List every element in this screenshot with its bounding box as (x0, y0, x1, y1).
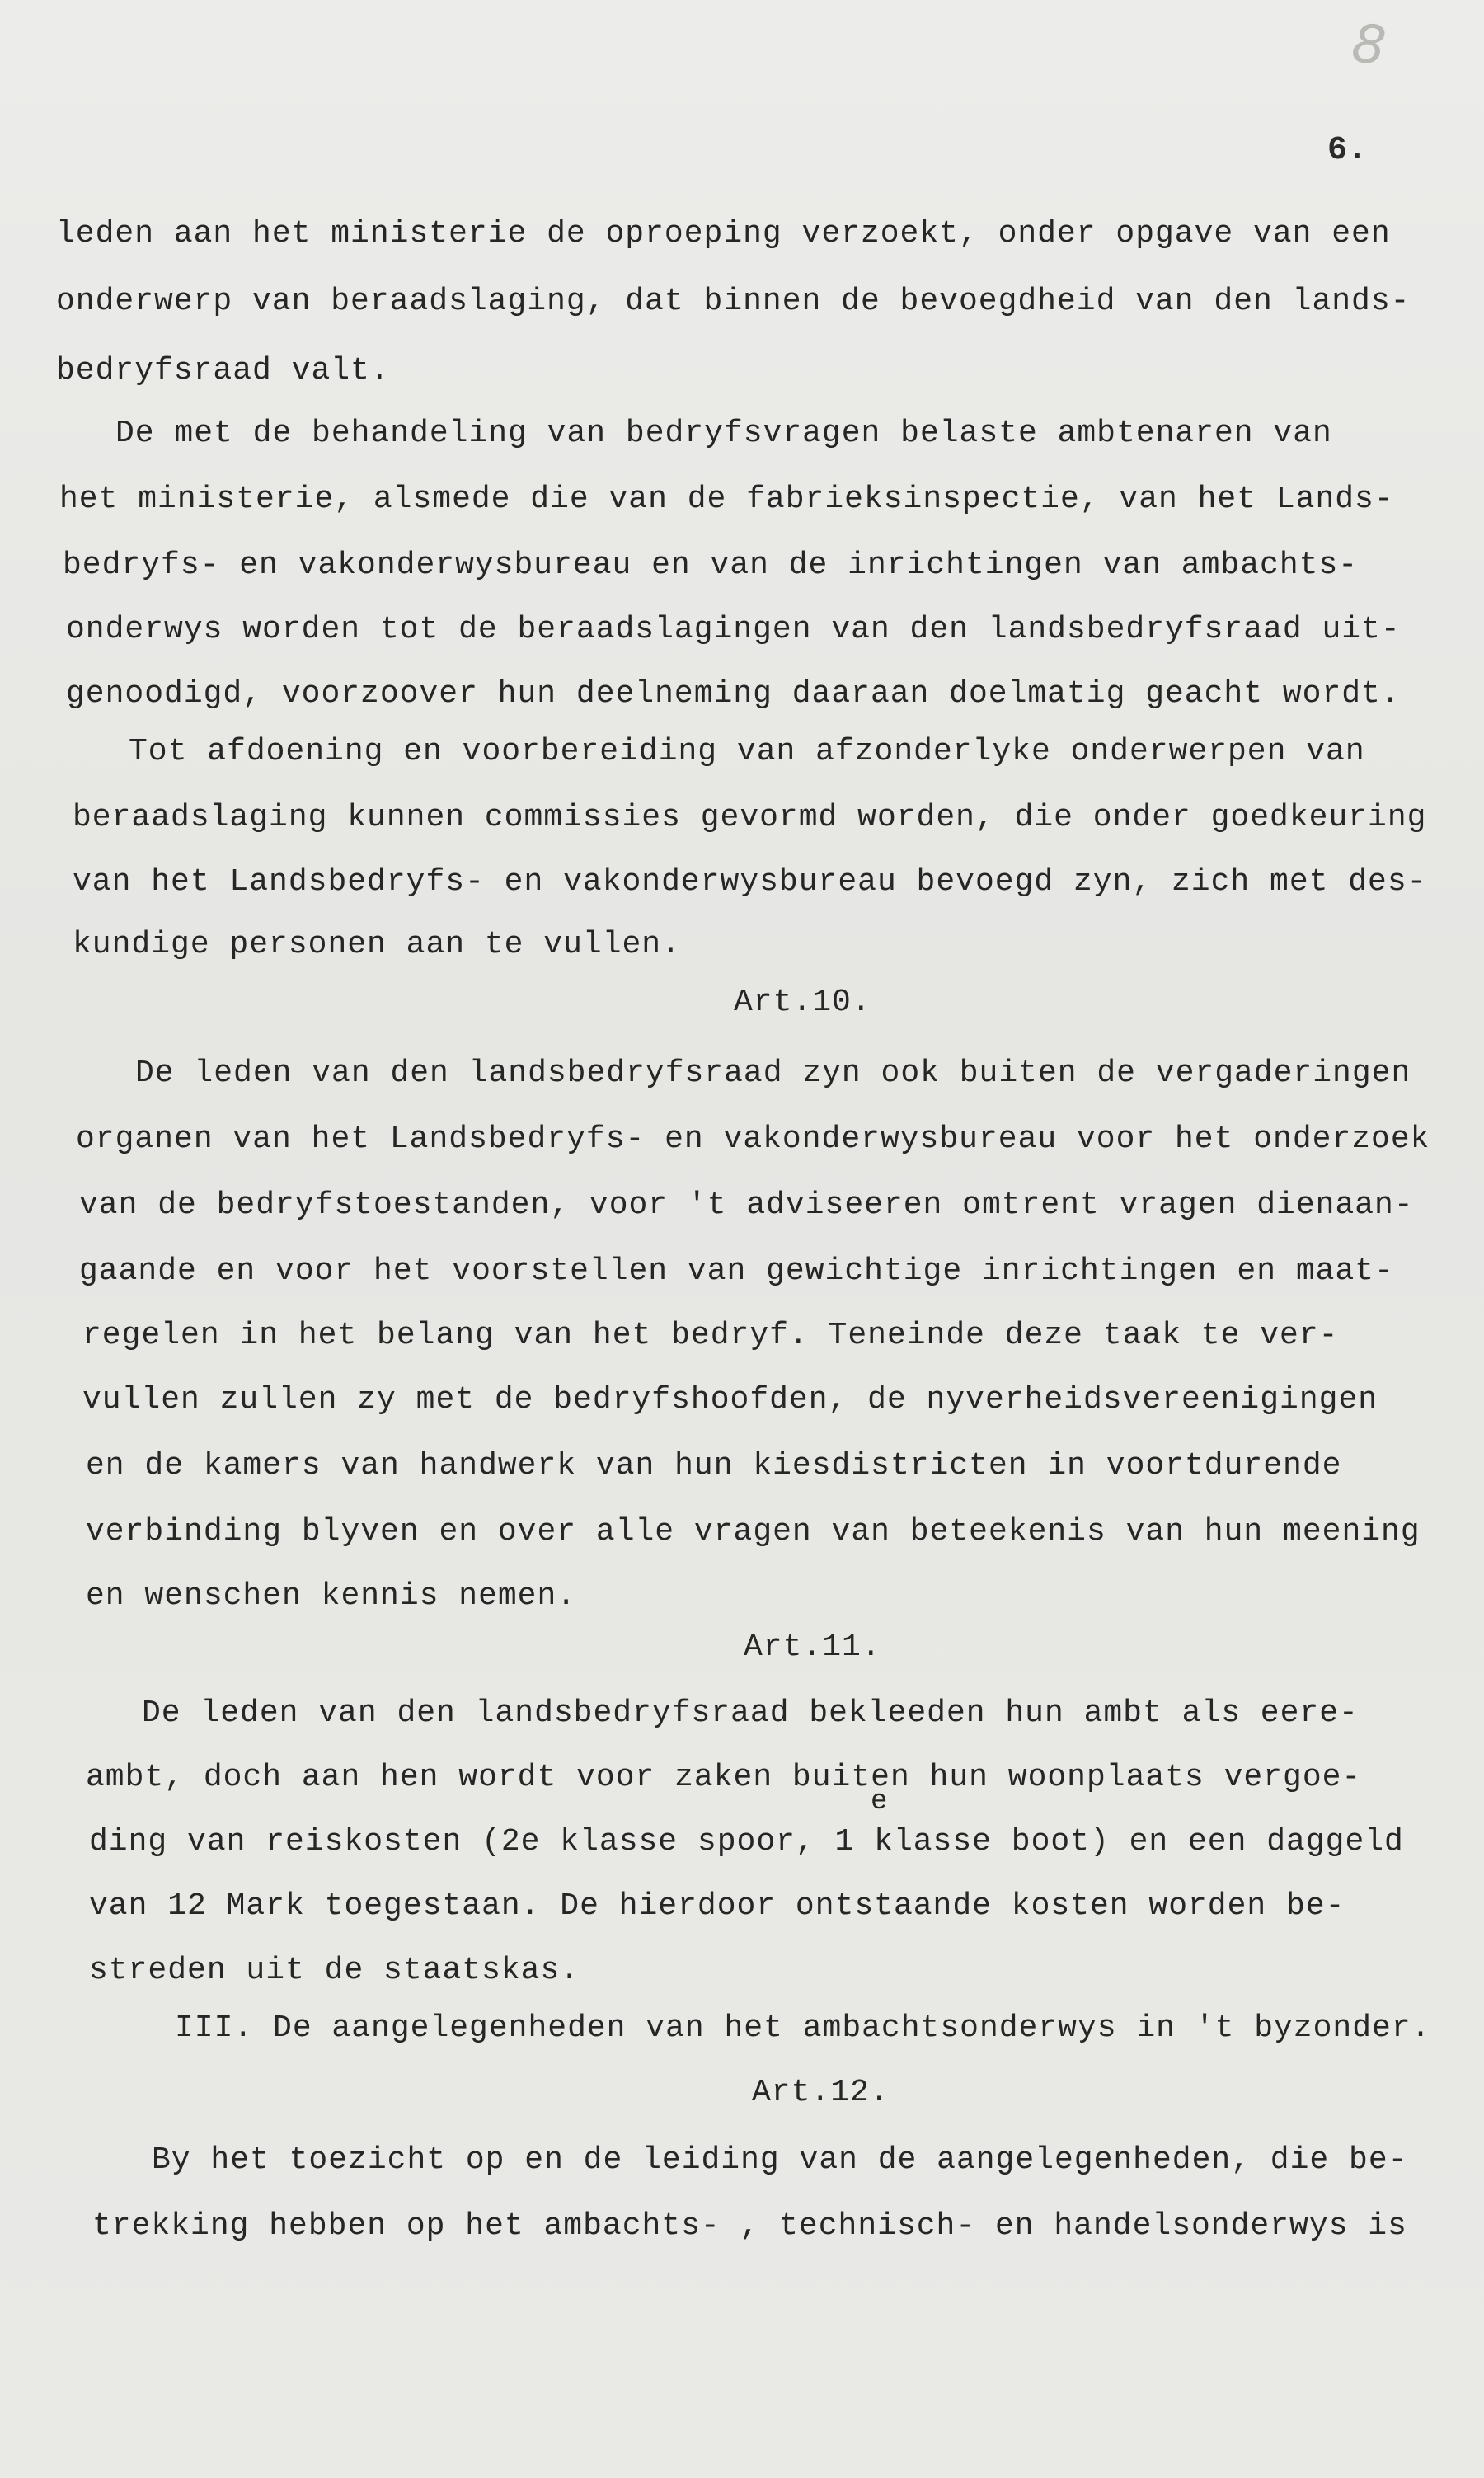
text-line: het ministerie, alsmede die van de fabrieksinspectie, van het Lands- (59, 482, 1394, 517)
text-line: gaande en voor het voorstellen van gewichtige inrichtingen en maat- (79, 1253, 1394, 1289)
text-line: De leden van den landsbedryfsraad zyn ook buiten de vergaderingen (135, 1056, 1411, 1091)
page-number: 6. (1327, 132, 1368, 169)
text-line: verbinding blyven en over alle vragen van beteekenis van hun meening (86, 1514, 1421, 1549)
text-line: By het toezicht op en de leiding van de aangelegenheden, die be- (152, 2142, 1408, 2178)
archive-page-mark: 8 (1349, 13, 1389, 78)
text-line: trekking hebben op het ambachts- , technisch- en handelsonderwys is (92, 2208, 1407, 2244)
text-line: onderwerp van beraadslaging, dat binnen de bevoegdheid van den lands- (56, 284, 1411, 319)
text-line: organen van het Landsbedryfs- en vakonderwysbureau voor het onderzoek (76, 1121, 1430, 1157)
article-heading-12: Art.12. (752, 2075, 890, 2110)
text-line: De leden van den landsbedryfsraad bekleeden hun ambt als eere- (142, 1695, 1359, 1731)
text-line: en wenschen kennis nemen. (86, 1578, 577, 1614)
text-line: ambt, doch aan hen wordt voor zaken buiten hun woonplaats vergoe- (86, 1760, 1362, 1795)
text-line: van het Landsbedryfs- en vakonderwysbureau bevoegd zyn, zich met des- (73, 864, 1427, 900)
text-line: regelen in het belang van het bedryf. Teneinde deze taak te ver- (82, 1318, 1339, 1353)
article-heading-10: Art.10. (734, 985, 871, 1020)
text-line: bedryfs- en vakonderwysbureau en van de inrichtingen van ambachts- (63, 548, 1359, 583)
section-heading-iii: III. De aangelegenheden van het ambachtsonderwys in 't byzonder. (175, 2010, 1431, 2046)
article-heading-11: Art.11. (744, 1629, 881, 1665)
text-line: kundige personen aan te vullen. (73, 927, 681, 962)
text-line: beraadslaging kunnen commissies gevormd worden, die onder goedkeuring (73, 800, 1427, 835)
text-line: en de kamers van handwerk van hun kiesdistricten in voortdurende (86, 1448, 1342, 1484)
text-line: onderwys worden tot de beraadslagingen van den landsbedryfsraad uit- (66, 612, 1401, 647)
text-line: leden aan het ministerie de oproeping verzoekt, onder opgave van een (56, 216, 1391, 252)
text-line: De met de behandeling van bedryfsvragen belaste ambtenaren van (115, 416, 1332, 451)
text-line: bedryfsraad valt. (56, 353, 390, 388)
superscript-e: e (871, 1786, 888, 1817)
text-line: vullen zullen zy met de bedryfshoofden, de nyverheidsvereenigingen (82, 1382, 1378, 1418)
text-line: ding van reiskosten (2e klasse spoor, 1 klasse boot) en een daggeld (89, 1824, 1404, 1860)
text-line: van 12 Mark toegestaan. De hierdoor ontstaande kosten worden be- (89, 1888, 1345, 1924)
text-line: streden uit de staatskas. (89, 1953, 580, 1988)
text-line: genoodigd, voorzoover hun deelneming daaraan doelmatig geacht wordt. (66, 676, 1401, 712)
text-line: Tot afdoening en voorbereiding van afzonderlyke onderwerpen van (129, 734, 1365, 769)
text-line: van de bedryfstoestanden, voor 't adviseeren omtrent vragen dienaan- (79, 1187, 1414, 1223)
